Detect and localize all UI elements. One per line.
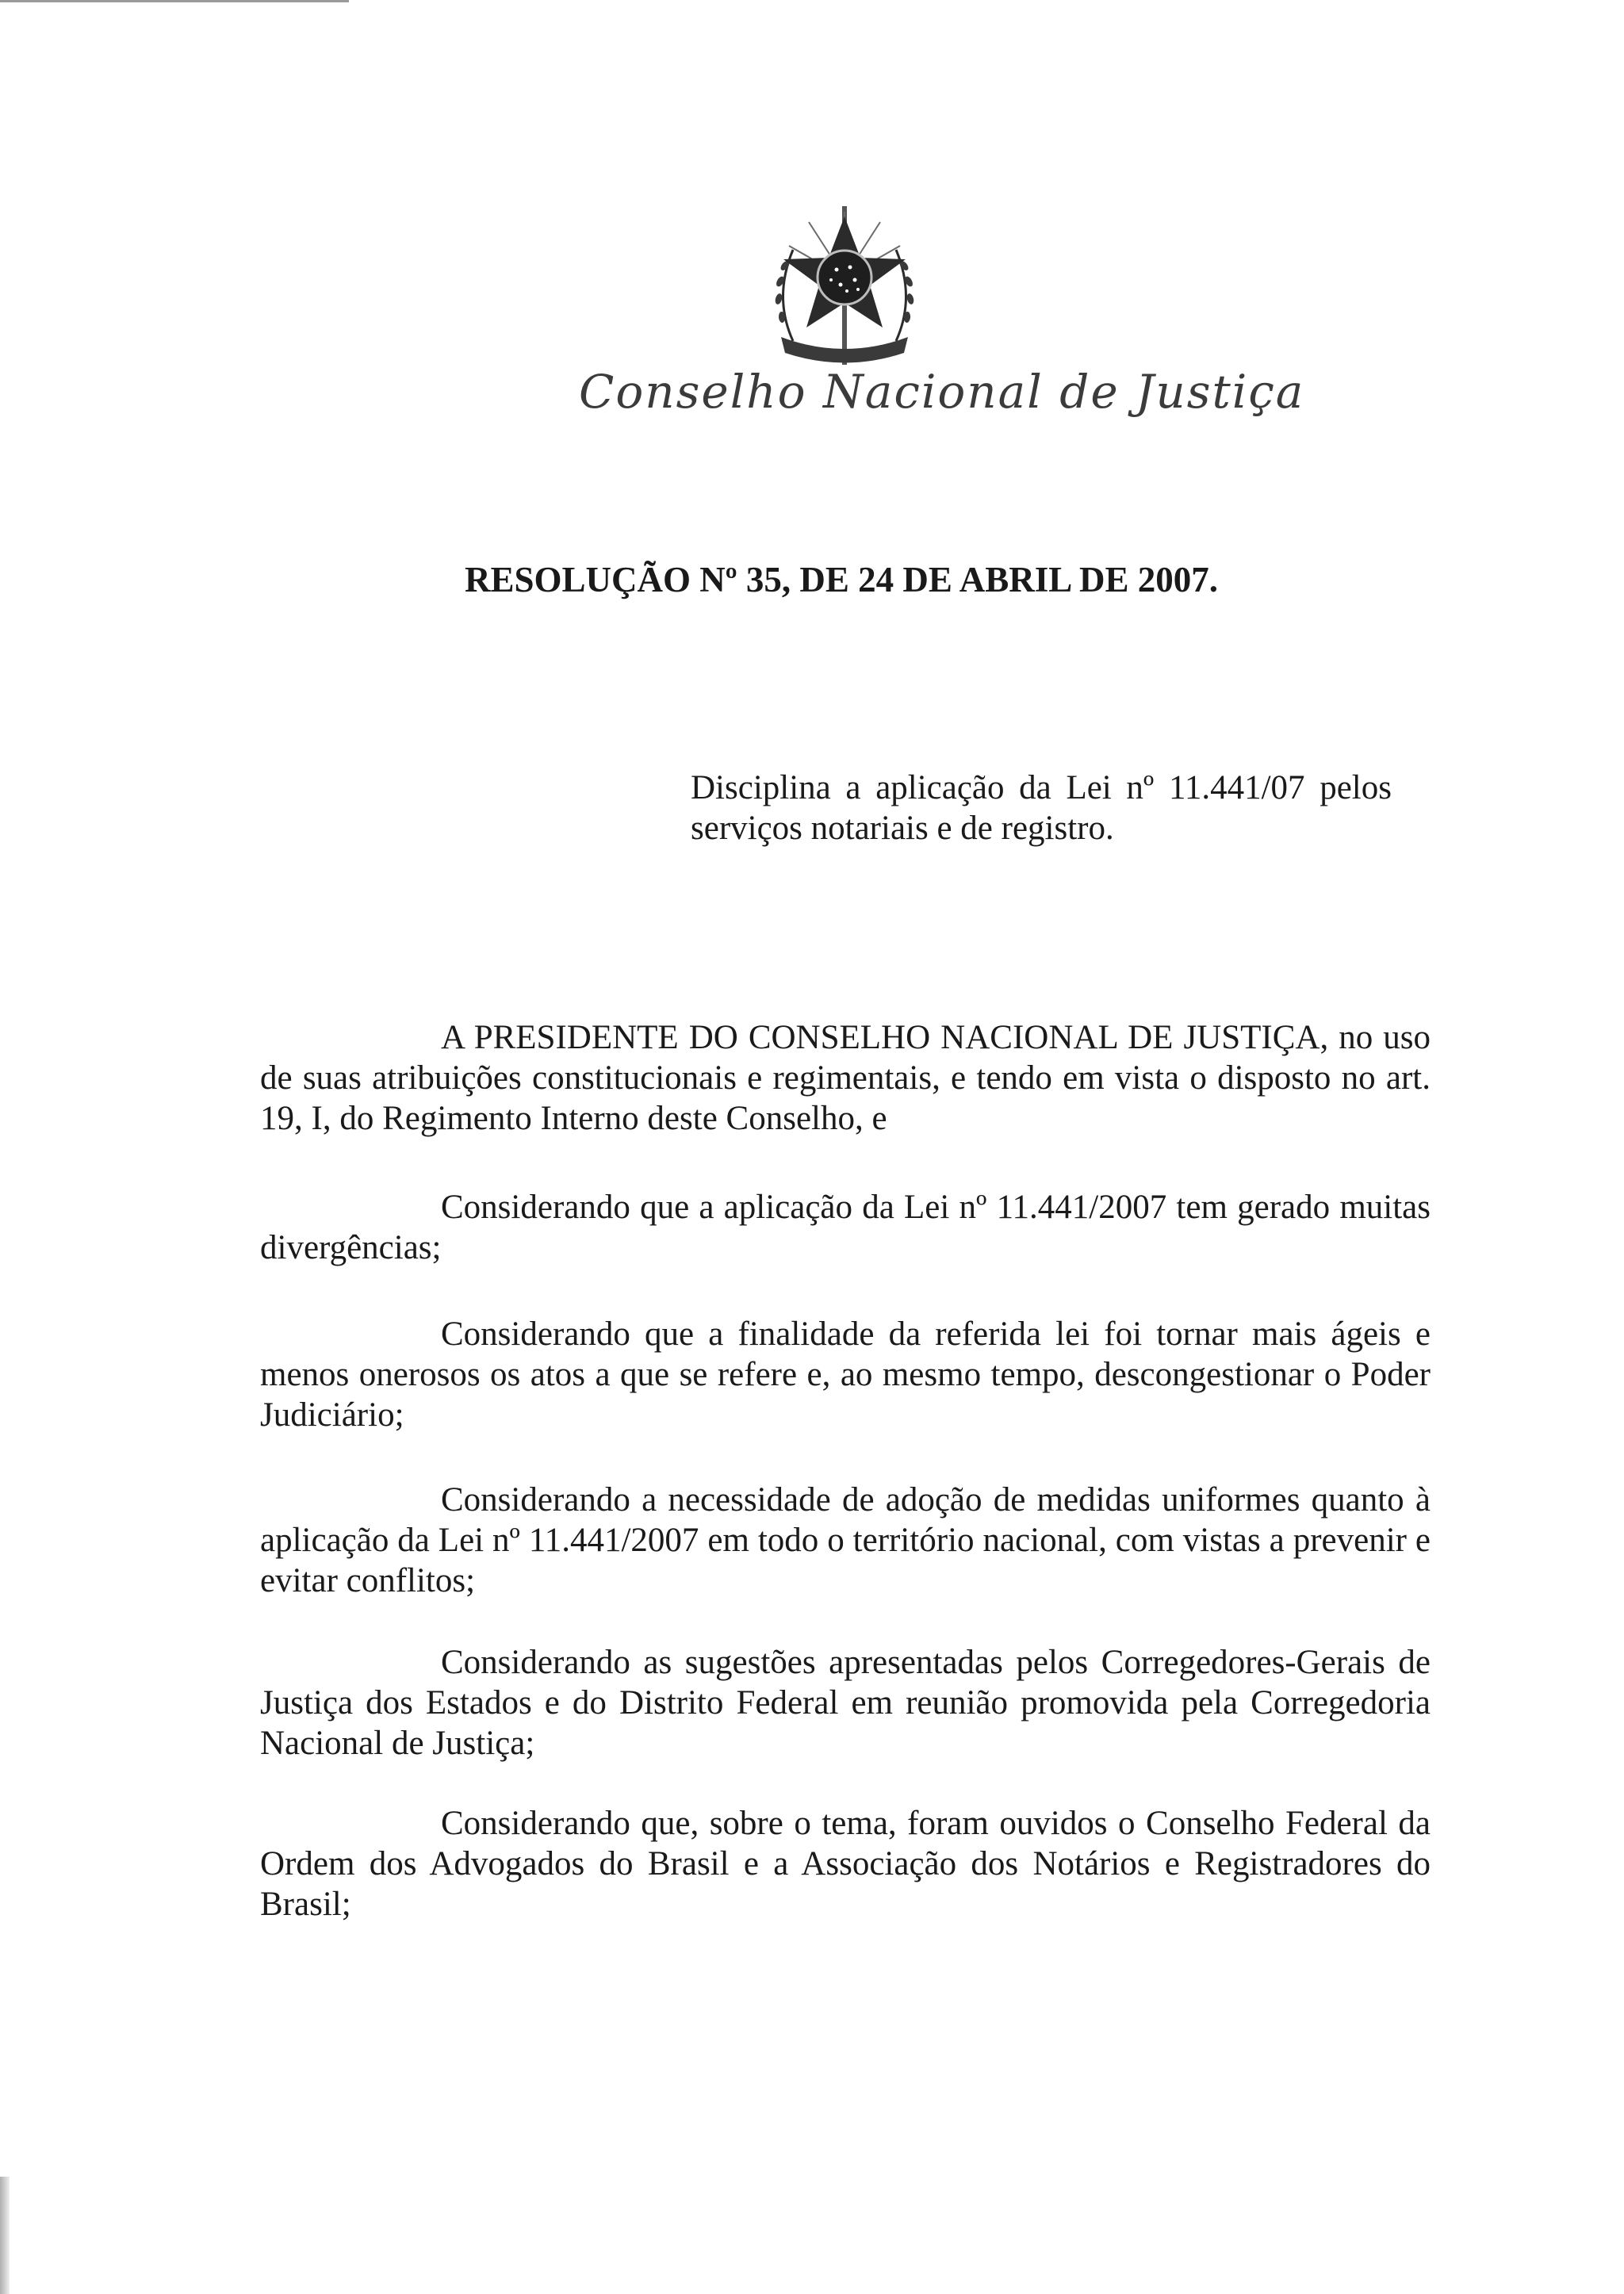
scan-edge-top [0,0,349,2]
brazil-coat-of-arms-icon [761,202,928,373]
resolution-title: RESOLUÇÃO Nº 35, DE 24 DE ABRIL DE 2007. [465,560,1219,599]
scan-edge-left [0,2177,10,2294]
considering-paragraph-2: Considerando que a finalidade da referida lei foi tornar mais ágeis e menos onerosos os atos a que se refere e, ao mesmo tempo, descongestionar o Poder Judiciário; [260,1316,1431,1434]
considering-paragraph-3: Considerando a necessidade de adoção de medidas uniformes quanto à aplicação da Lei nº 11.441/2007 em todo o território nacional, com vistas a prevenir e evitar conflitos; [260,1481,1431,1599]
resolution-summary: Disciplina a aplicação da Lei nº 11.441/07 pelos serviços notariais e de registro. [691,769,1392,847]
council-name: Conselho Nacional de Justiça [579,365,1305,419]
considering-paragraph-4: Considerando as sugestões apresentadas pelos Corregedores-Gerais de Justiça dos Estados e do Distrito Federal em reunião promovida pela Corregedoria Nacional de Justiça; [260,1644,1431,1762]
considering-paragraph-1: Considerando que a aplicação da Lei nº 11.441/2007 tem gerado muitas divergências; [260,1189,1431,1266]
considering-paragraph-5: Considerando que, sobre o tema, foram ouvidos o Conselho Federal da Ordem dos Advogados do Brasil e a Associação dos Notários e Registradores do Brasil; [260,1805,1431,1923]
preamble-paragraph: A PRESIDENTE DO CONSELHO NACIONAL DE JUSTIÇA, no uso de suas atribuições constitucionais e regimentais, e tendo em vista o disposto no art. 19, I, do Regimento Interno deste Conselho, e [260,1019,1431,1137]
